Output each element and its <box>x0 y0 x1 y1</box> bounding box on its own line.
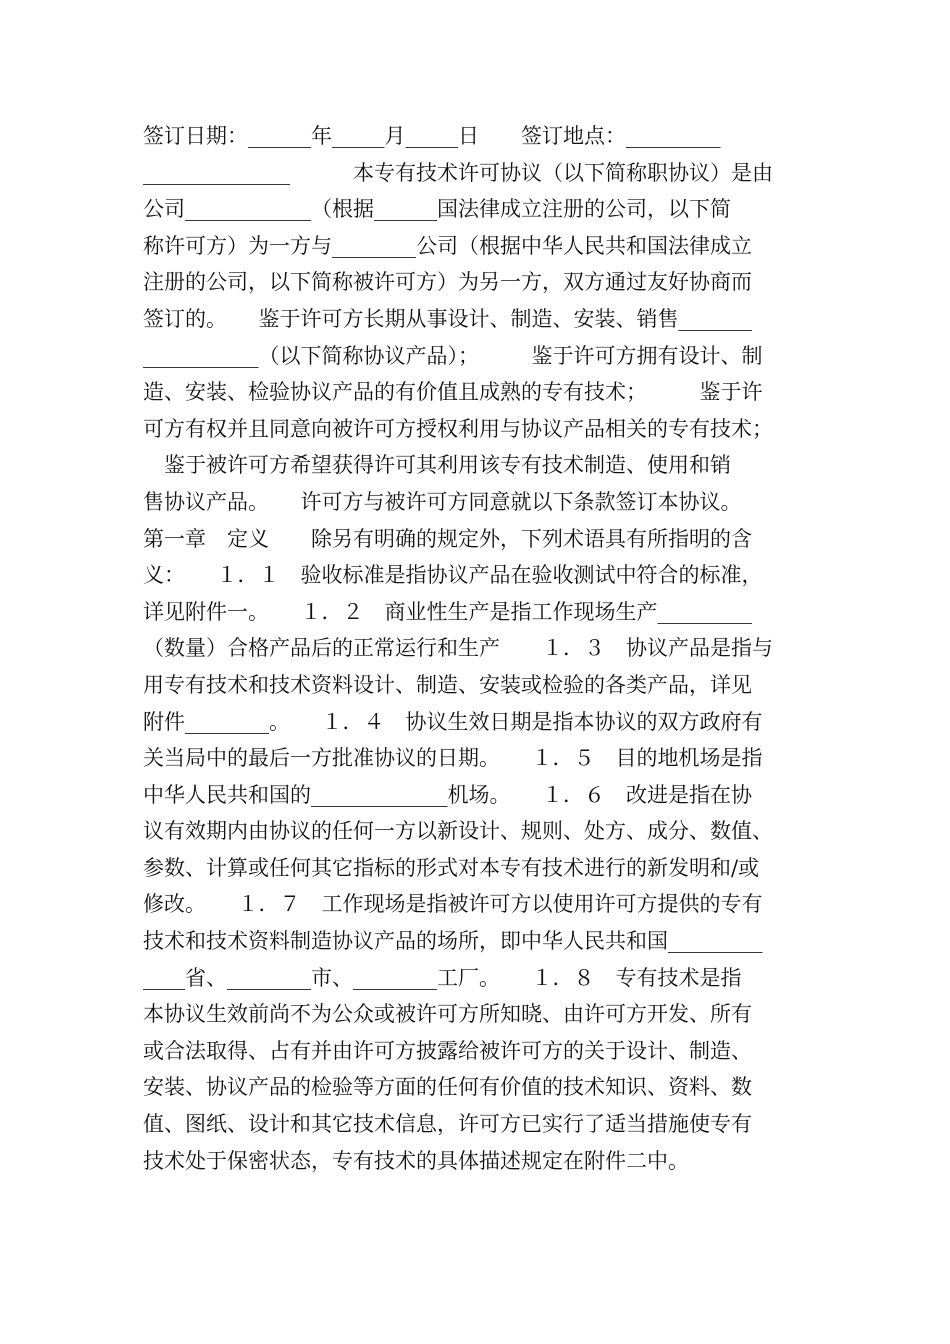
text-line: （数量）合格产品后的正常运行和生产 １．３ 协议产品是指与 <box>143 636 773 661</box>
text-line: 安装、协议产品的检验等方面的任何有价值的技术知识、资料、数 <box>143 1075 752 1100</box>
text-line: 值、图纸、设计和其它技术信息，许可方已实行了适当措施使专有 <box>143 1112 752 1137</box>
text-line: ______________ 本专有技术许可协议（以下简称职协议）是由 <box>143 160 773 185</box>
text-line: ____省、________市、________工厂。 １．８ 专有技术是指 <box>143 965 742 990</box>
text-line: 技术处于保密状态，专有技术的具体描述规定在附件二中。 <box>143 1148 689 1173</box>
text-line: 签订日期：______年_____月_____日 签订地点：_________ <box>143 124 721 148</box>
text-line: 技术和技术资料制造协议产品的场所，即中华人民共和国_________ <box>143 929 763 954</box>
text-line: 售协议产品。 许可方与被许可方同意就以下条款签订本协议。 <box>143 489 742 514</box>
text-line: 附件________。 １．４ 协议生效日期是指本协议的双方政府有 <box>143 709 763 734</box>
text-line: 造、安装、检验协议产品的有价值且成熟的专有技术； 鉴于许 <box>143 380 763 405</box>
text-line: 本协议生效前尚不为公众或被许可方所知晓、由许可方开发、所有 <box>143 1002 752 1027</box>
text-line: 议有效期内由协议的任何一方以新设计、规则、处方、成分、数值、 <box>143 819 773 844</box>
text-line: 可方有权并且同意向被许可方授权利用与协议产品相关的专有技术； <box>143 416 773 441</box>
text-line: 或合法取得、占有并由许可方披露给被许可方的关于设计、制造、 <box>143 1038 752 1063</box>
text-line: 关当局中的最后一方批准协议的日期。 １．５ 目的地机场是指 <box>143 746 763 771</box>
text-line: 义： １．１ 验收标准是指协议产品在验收测试中符合的标准， <box>143 563 763 588</box>
text-line: 中华人民共和国的_____________机场。 １．６ 改进是指在协 <box>143 782 752 807</box>
text-line: 鉴于被许可方希望获得许可其利用该专有技术制造、使用和销 <box>143 453 731 478</box>
text-line: 第一章 定义 除另有明确的规定外，下列术语具有所指明的含 <box>143 526 752 551</box>
text-line: 参数、计算或任何其它指标的形式对本专有技术进行的新发明和/或 <box>143 855 760 880</box>
document-body <box>143 118 823 1179</box>
text-line: 称许可方）为一方与________公司（根据中华人民共和国法律成立 <box>143 233 752 258</box>
text-line: 详见附件一。 １．２ 商业性生产是指工作现场生产_________ <box>143 599 752 624</box>
text-line: 注册的公司，以下简称被许可方）为另一方，双方通过友好协商而 <box>143 270 752 295</box>
text-line: 修改。 １．７ 工作现场是指被许可方以使用许可方提供的专有 <box>143 892 763 917</box>
text-line: ___________（以下简称协议产品）； 鉴于许可方拥有设计、制 <box>143 343 763 368</box>
text-line: 公司____________（根据______国法律成立注册的公司，以下简 <box>143 197 731 222</box>
text-line: 用专有技术和技术资料设计、制造、安装或检验的各类产品，详见 <box>143 672 752 697</box>
text-line: 签订的。 鉴于许可方长期从事设计、制造、安装、销售_______ <box>143 306 752 331</box>
